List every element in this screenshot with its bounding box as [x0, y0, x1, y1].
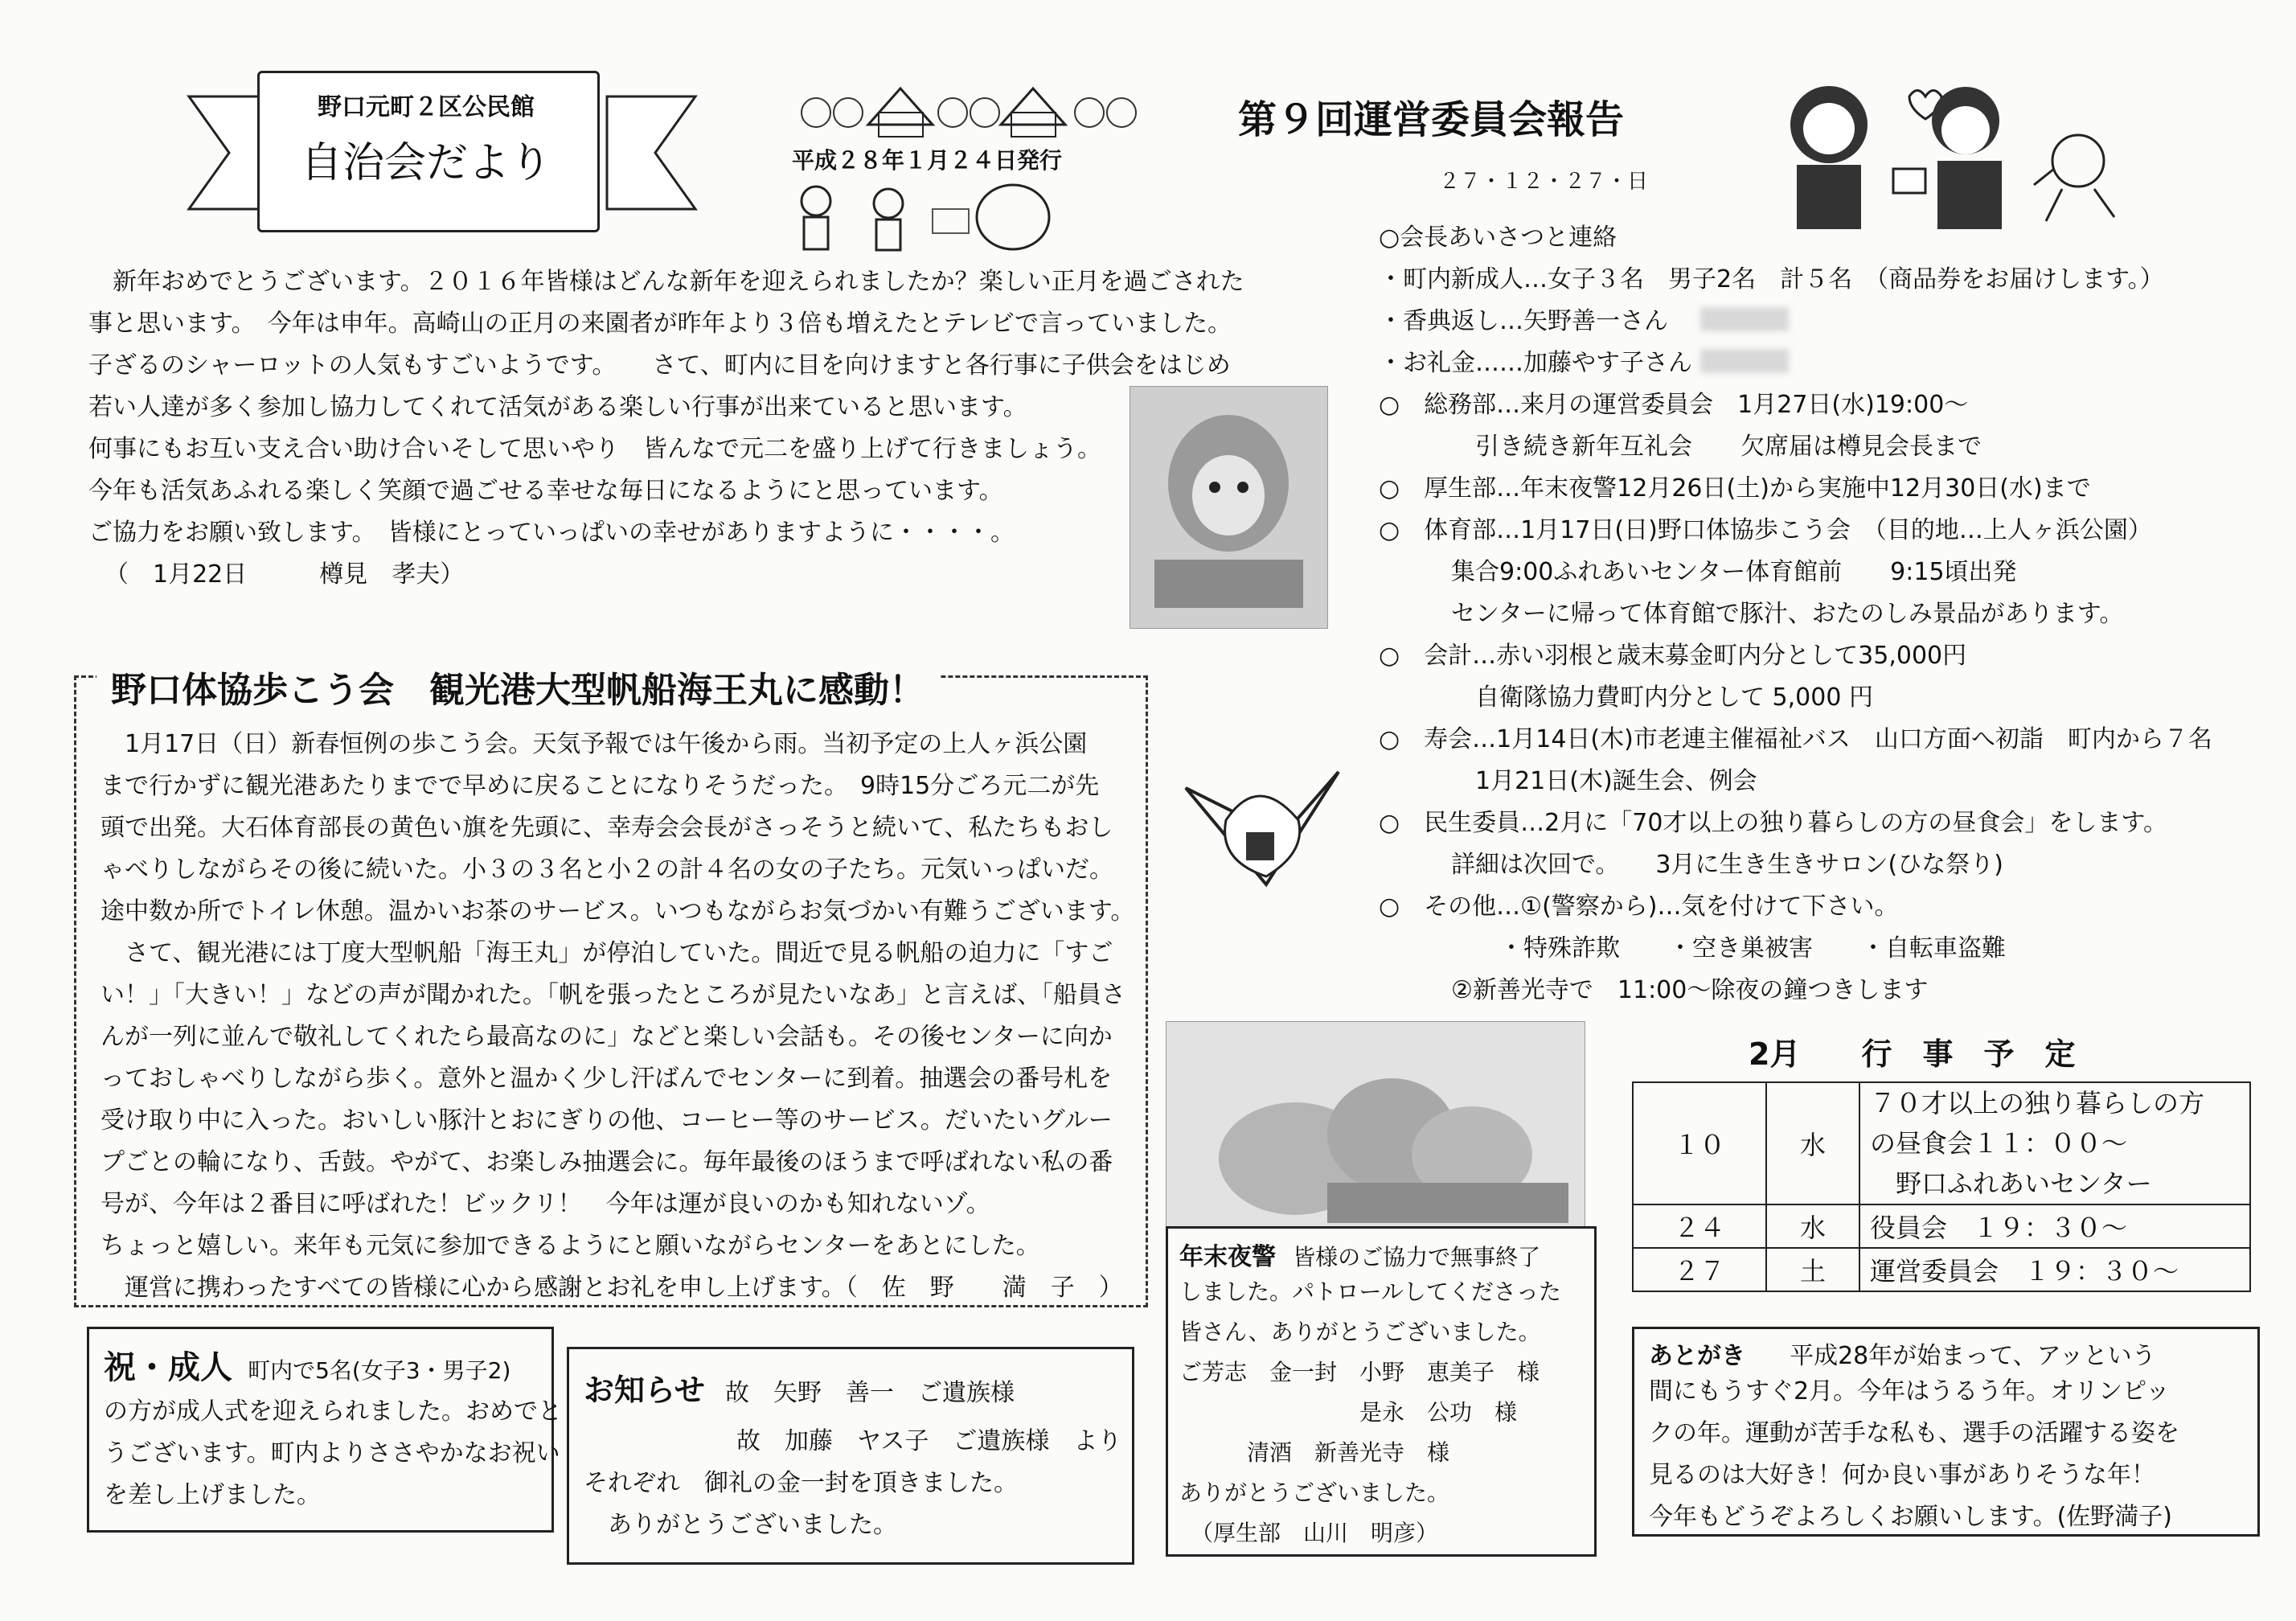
schedule-event-line: 野口ふれあいセンター — [1870, 1168, 2152, 1199]
table-row — [1633, 1204, 2250, 1248]
monkey-photo — [1130, 386, 1328, 629]
walk-line: プごとの輪になり、舌鼓。やがて、お楽しみ抽選会に。毎年最後のほうまで呼ばれない私の番 — [100, 1148, 1113, 1176]
congrats-box — [87, 1327, 562, 1533]
houses-illustration — [792, 76, 1138, 141]
org-name: 野口元町２区公民館 — [318, 93, 535, 121]
report-line: 1月21日(木)誕生会、例会 — [1379, 767, 1757, 795]
report-line: ②新善光寺で 11:00～除夜の鐘つきします — [1379, 976, 1929, 1004]
patrol-line: 皆さん、ありがとうございました。 — [1179, 1319, 1541, 1345]
schedule-weekday: 土 — [1766, 1248, 1859, 1291]
patrol-box — [1166, 1226, 1597, 1557]
report-body — [1379, 217, 2212, 1012]
report-title: 第９回運営委員会報告 — [1238, 97, 1625, 142]
redacted-amount — [1700, 307, 1789, 331]
report-line: ○ 厚生部…年末夜警12月26日(土)から実施中12月30日(水)まで — [1379, 474, 2091, 503]
report-line: 詳細は次回で。 3月に生き生きサロン(ひな祭り) — [1379, 851, 2003, 879]
patrol-line: 清酒 新善光寺 様 — [1179, 1439, 1450, 1466]
notice-heading: お知らせ — [584, 1373, 705, 1408]
report-line: ○会長あいさつと連絡 — [1379, 224, 1617, 252]
afterword-lead: 平成28年が始まって、アッという — [1790, 1342, 2156, 1370]
walk-line: っておしゃべりしながら歩く。意外と温かく少し汗ばんでセンターに到着。抽選会の番号札を — [100, 1065, 1113, 1093]
children-illustration — [792, 181, 1057, 257]
couple-illustration — [1773, 72, 2142, 233]
report-line: ・特殊詐欺 ・空き巣被害 ・自転車盗難 — [1379, 934, 2006, 962]
afterword-line: 今年もどうぞよろしくお願いします。(佐野満子) — [1649, 1503, 2173, 1531]
report-line: ○ 会計…赤い羽根と歳末募金町内分として35,000円 — [1379, 642, 1967, 670]
afterword-heading: あとがき — [1649, 1342, 1745, 1370]
afterword-box — [1632, 1327, 2260, 1537]
congrats-line: の方が成人式を迎えられました。おめでと — [104, 1397, 562, 1426]
report-date: ２７・１２・２７・日 — [1439, 170, 1649, 194]
report-line: ○ 体育部…1月17日(日)野口体協歩こう会 （目的地…上人ヶ浜公園） — [1379, 516, 2152, 544]
patrol-line: 是永 公功 様 — [1179, 1399, 1518, 1426]
report-line: ○ その他…①(警察から)…気を付けて下さい。 — [1379, 893, 1899, 921]
issue-date: 平成２８年１月２４日発行 — [792, 147, 1063, 174]
greeting-line: 若い人達が多く参加し協力してくれて活気がある楽しい行事が出来ていると思います。 — [88, 393, 1027, 421]
walk-line: ゃべりしながらその後に続いた。小３の３名と小２の計４名の女の子たち。元気いっぱいだ。 — [100, 856, 1113, 884]
walk-line: 号が、今年は２番目に呼ばれた！ビックリ！ 今年は運が良いのかも知れないゾ。 — [100, 1190, 990, 1218]
report-line: 引き続き新年互礼会 欠席届は樽見会長まで — [1379, 433, 1982, 461]
onigiri-illustration — [1178, 764, 1363, 893]
greeting-line: 事と思います。 今年は申年。高崎山の正月の来園者が昨年より３倍も増えたとテレビで言っていました。 — [88, 310, 1232, 338]
walk-line: まで行かずに観光港あたりまでで早めに戻ることになりそうだった。 9時15分ごろ元二が先 — [100, 772, 1100, 800]
schedule-event-line: の昼食会１１：００～ — [1870, 1128, 2128, 1159]
patrol-lead: 皆様のご協力で無事終了 — [1293, 1244, 1541, 1270]
walk-line: 途中数か所でトイレ休憩。温かいお茶のサービス。いつもながらお気づかい有難うございます。 — [100, 897, 1135, 925]
walk-line: 1月17日（日）新春恒例の歩こう会。天気予報では午後から雨。当初予定の上人ヶ浜公園 — [100, 730, 1088, 758]
table-row — [1633, 1248, 2250, 1291]
schedule-title: 2月 行 事 予 定 — [1749, 1036, 2076, 1072]
greeting-line: 子ざるのシャーロットの人気もすごいようです。 さて、町内に目を向けますと各行事に子供会をはじめ — [88, 351, 1231, 380]
schedule-weekday: 水 — [1766, 1082, 1859, 1204]
walk-line: 運営に携わったすべての皆様に心から感謝とお礼を申し上げます。（ 佐 野 満 子 ） — [100, 1274, 1123, 1302]
report-line: ・お礼金……加藤やす子さん — [1379, 349, 1692, 377]
report-line: ○ 総務部…来月の運営委員会 1月27日(水)19:00～ — [1379, 391, 1969, 419]
afterword-line: 間にもうすぐ2月。今年はうるう年。オリンピッ — [1649, 1377, 2170, 1406]
schedule-day: １０ — [1633, 1082, 1766, 1204]
schedule-event-line: 役員会 １９：３０～ — [1859, 1204, 2250, 1248]
schedule-day: ２４ — [1633, 1204, 1766, 1248]
congrats-line: を差し上げました。 — [104, 1481, 321, 1509]
congrats-line: うございます。町内よりささやかなお祝い — [104, 1439, 560, 1467]
schedule-event-line: 運営委員会 １９：３０～ — [1859, 1248, 2250, 1291]
greeting-line: 今年も活気あふれる楽しく笑顔で過ごせる幸せな毎日になるようにと思っています。 — [88, 477, 1003, 505]
notice-box — [567, 1347, 1134, 1565]
report-line: ・町内新成人…女子３名 男子2名 計５名 （商品券をお届けします。） — [1379, 265, 2164, 293]
walk-line: さて、観光港には丁度大型帆船「海王丸」が停泊していた。間近で見る帆船の迫力に「すご — [100, 939, 1113, 967]
report-line: ○ 民生委員…2月に「70才以上の独り暮らしの方の昼食会」をします。 — [1379, 809, 2168, 837]
notice-line: それぞれ 御礼の金一封を頂きました。 — [584, 1469, 1018, 1497]
schedule-event — [1859, 1082, 2250, 1204]
greeting-line: ご協力をお願い致します。 皆様にとっていっぱいの幸せがありますように・・・・。 — [88, 519, 1015, 547]
patrol-line: ご芳志 金一封 小野 恵美子 様 — [1179, 1359, 1540, 1385]
patrol-line: しました。パトロールしてくださった — [1179, 1278, 1561, 1305]
walk-line: ちょっと嬉しい。来年も元気に参加できるようにと願いながらセンターをあとにした。 — [100, 1232, 1040, 1260]
report-line: ・香典返し…矢野善一さん — [1379, 307, 1668, 335]
table-row — [1633, 1082, 2250, 1204]
report-line: 集合9:00ふれあいセンター体育館前 9:15頃出発 — [1379, 558, 2017, 586]
schedule-event-line: ７０才以上の独り暮らしの方 — [1870, 1088, 2205, 1118]
walk-line: 頭で出発。大石体育部長の黄色い旗を先頭に、幸寿会会長がさっそうと続いて、私たちもおし — [100, 814, 1113, 842]
greeting-signature: （ 1月22日 樽見 孝夫） — [105, 560, 465, 589]
patrol-heading: 年末夜警 — [1179, 1243, 1276, 1271]
notice-line: 故 加藤 ヤス子 ご遺族様 より — [736, 1427, 1122, 1455]
report-line: 自衛隊協力費町内分として 5,000 円 — [1379, 683, 1873, 712]
afterword-line: 見るのは大好き！何か良い事がありそうな年！ — [1649, 1461, 2155, 1489]
walk-article-body — [100, 724, 1134, 1309]
walk-line: 受け取り中に入った。おいしい豚汁とおにぎりの他、コーヒー等のサービス。だいたいグルー — [100, 1106, 1113, 1135]
greeting-section — [88, 261, 1244, 596]
walk-line: い！」「大きい！」などの声が聞かれた。「帆を張ったところが見たいなあ」と言えば、「船員さ — [100, 981, 1125, 1009]
patrol-line: （厚生部 山川 明彦） — [1179, 1520, 1439, 1546]
congrats-lead: 町内で5名(女子3・男子2) — [248, 1357, 511, 1384]
greeting-line: 何事にもお互い支え合い助け合いそして思いやり 皆んなで元二を盛り上げて行きましょう。 — [88, 435, 1101, 463]
redacted-amount — [1700, 349, 1789, 373]
walk-article-title: 野口体協歩こう会 観光港大型帆船海王丸に感動！ — [96, 661, 939, 712]
report-line: ○ 寿会…1月14日(木)市老連主催福祉バス 山口方面へ初詣 町内から７名 — [1379, 725, 2212, 753]
newsletter-title: 自治会だより — [300, 139, 551, 187]
greeting-line: 新年おめでとうございます。２０１６年皆様はどんな新年を迎えられましたか？楽しい正月を過ごされた — [88, 268, 1244, 296]
report-line: センターに帰って体育館で豚汁、おたのしみ景品があります。 — [1379, 600, 2124, 628]
monkeys-photo — [1166, 1021, 1585, 1228]
schedule-weekday: 水 — [1766, 1204, 1859, 1248]
schedule-day: ２７ — [1633, 1248, 1766, 1291]
schedule-table — [1632, 1081, 2251, 1292]
patrol-line: ありがとうございました。 — [1179, 1479, 1450, 1506]
notice-line: ありがとうございました。 — [584, 1511, 897, 1539]
notice-line: 故 矢野 善一 ご遺族様 — [724, 1379, 1015, 1407]
congrats-heading: 祝・成人 — [104, 1349, 232, 1386]
walk-line: んが一列に並んで敬礼してくれたら最高なのに」などと楽しい会話も。その後センターに向か — [100, 1023, 1113, 1051]
afterword-line: クの年。運動が苦手な私も、選手の活躍する姿を — [1649, 1419, 2179, 1447]
